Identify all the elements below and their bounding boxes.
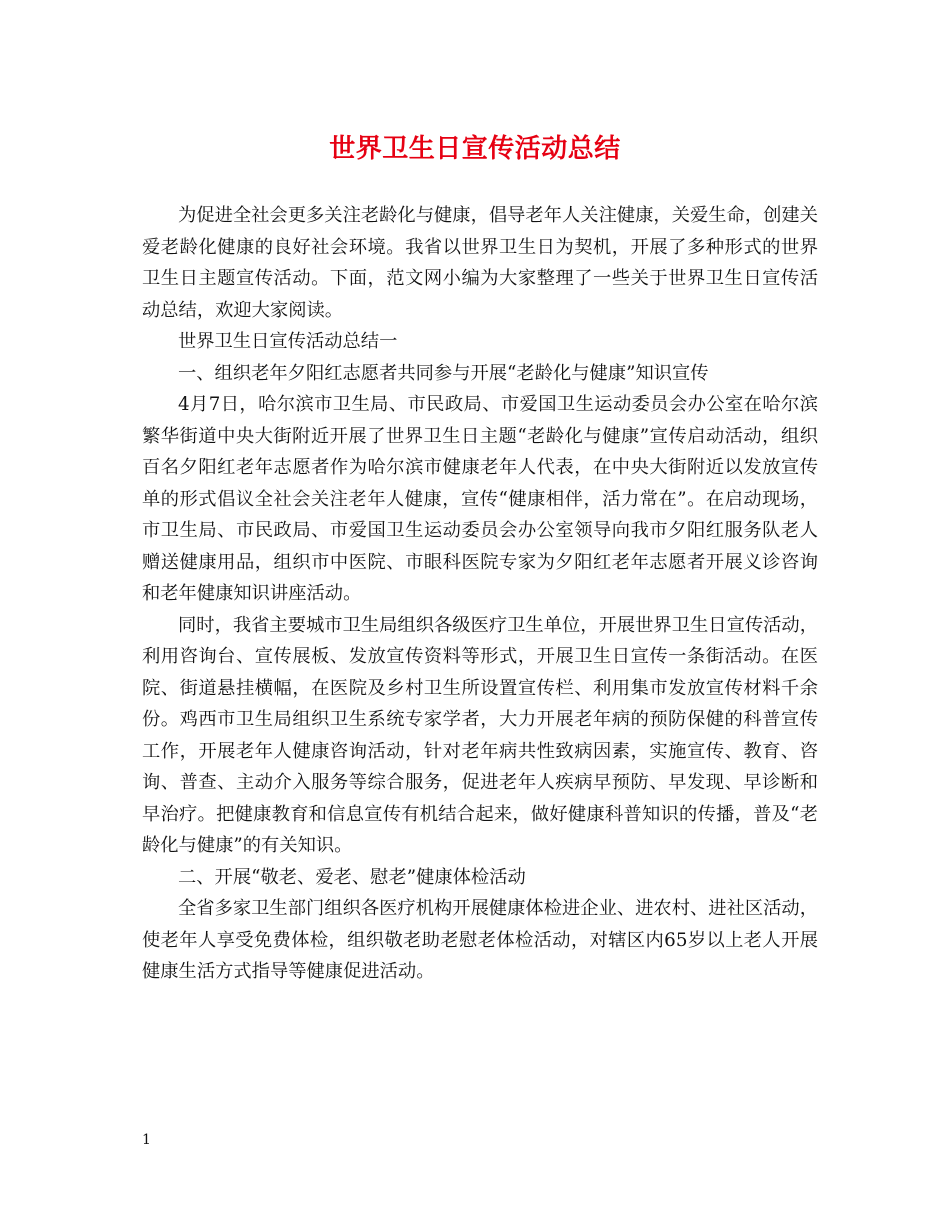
paragraph-intro: 为促进全社会更多关注老龄化与健康，倡导老年人关注健康，关爱生命，创建关爱老龄化健康的良好社会环境。我省以世界卫生日为契机，开展了多种形式的世界卫生日主题宣传活动。下面，范文网小编为大家整理了一些关于世界卫生日宣传活动总结，欢迎大家阅读。 <box>142 205 818 321</box>
section-heading-health-check: 二、开展“敬老、爱老、慰老”健康体检活动 <box>178 866 526 888</box>
paragraph-harbin-event: 4月7日，哈尔滨市卫生局、市民政局、市爱国卫生运动委员会办公室在哈尔滨繁华街道中央大街附近开展了世界卫生日主题“老龄化与健康”宣传启动活动，组织百名夕阳红老年志愿者作为哈尔滨市健康老年人代表，在中央大街附近以发放宣传单的形式倡议全社会关注老年人健康，宣传“健康相伴，活力常在”。在启动现场，市卫生局、市民政局、市爱国卫生运动委员会办公室领导向我市夕阳红服务队老人赠送健康用品，组织市中医院、市眼科医院专家为夕阳红老年志愿者开展义诊咨询和老年健康知识讲座活动。 <box>142 394 818 604</box>
page-number: 1 <box>142 1132 151 1148</box>
document-body <box>142 200 818 988</box>
paragraph-health-check: 全省多家卫生部门组织各医疗机构开展健康体检进企业、进农村、进社区活动，使老年人享受免费体检，组织敬老助老慰老体检活动，对辖区内65岁以上老人开展健康生活方式指导等健康促进活动。 <box>142 898 818 982</box>
section-heading-summary-one: 世界卫生日宣传活动总结一 <box>178 331 398 352</box>
document-title: 世界卫生日宣传活动总结 <box>329 134 621 164</box>
section-heading-volunteers: 一、组织老年夕阳红志愿者共同参与开展“老龄化与健康”知识宣传 <box>178 362 709 384</box>
paragraph-province-activities: 同时，我省主要城市卫生局组织各级医疗卫生单位，开展世界卫生日宣传活动，利用咨询台、宣传展板、发放宣传资料等形式，开展卫生日宣传一条街活动。在医院、街道悬挂横幅，在医院及乡村卫生所设置宣传栏、利用集市发放宣传材料千余份。鸡西市卫生局组织卫生系统专家学者，大力开展老年病的预防保健的科普宣传工作，开展老年人健康咨询活动，针对老年病共性致病因素，实施宣传、教育、咨询、普查、主动介入服务等综合服务，促进老年人疾病早预防、早发现、早诊断和早治疗。把健康教育和信息宣传有机结合起来，做好健康科普知识的传播，普及“老龄化与健康”的有关知识。 <box>142 614 818 856</box>
